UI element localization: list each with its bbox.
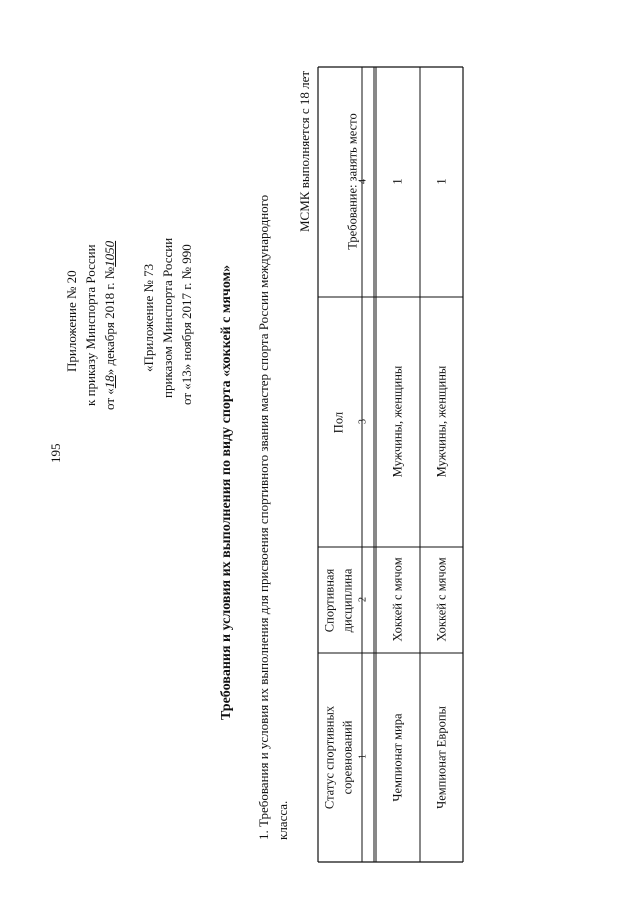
column-number-3: 3 [357, 419, 369, 424]
annex-date-prefix: от « [102, 388, 117, 410]
annex-line-1: Приложение № 20 [64, 270, 79, 372]
annex-date-rest: » декабря 2018 г. № [102, 266, 117, 376]
page-number: 195 [48, 443, 63, 463]
header-status-line1: Статус спортивных [322, 705, 337, 810]
header-requirement: Требование: занять место [345, 113, 360, 250]
row2-discipline: Хоккей с мячом [434, 557, 449, 642]
annex-date-day: 18 [102, 375, 117, 389]
paragraph-line-1: 1. Требования и условия их выполнения для присвоения спортивного звания мастер спорта России международного [256, 194, 271, 840]
column-number-2: 2 [357, 597, 369, 602]
old-annex-line-3: от «13» ноября 2017 г. № 990 [179, 244, 194, 405]
header-discipline-line1: Спортивная [322, 568, 337, 633]
header-status-line2: соревнований [340, 720, 355, 795]
annex-line-2: к приказу Минспорта России [83, 244, 98, 406]
row1-gender: Мужчины, женщины [390, 365, 405, 478]
age-note: МСМК выполняется с 18 лет [297, 70, 312, 232]
old-annex-line-2: приказом Минспорта России [160, 237, 175, 398]
header-gender: Пол [331, 411, 346, 434]
document-title: Требования и условия их выполнения по виду спорта «хоккей с мячом» [219, 264, 234, 720]
paragraph-line-2: класса. [275, 800, 290, 840]
header-discipline-line2: дисциплина [340, 568, 355, 633]
row1-place: 1 [390, 178, 405, 185]
row2-status: Чемпионат Европы [434, 706, 449, 809]
row1-discipline: Хоккей с мячом [390, 557, 405, 642]
row2-gender: Мужчины, женщины [434, 365, 449, 478]
row2-place: 1 [434, 178, 449, 185]
row1-status: Чемпионат мира [390, 713, 405, 802]
column-number-1: 1 [357, 754, 369, 759]
column-number-4: 4 [357, 179, 369, 184]
annex-order-number: 1050 [102, 240, 117, 267]
old-annex-line-1: «Приложение № 73 [141, 263, 156, 372]
